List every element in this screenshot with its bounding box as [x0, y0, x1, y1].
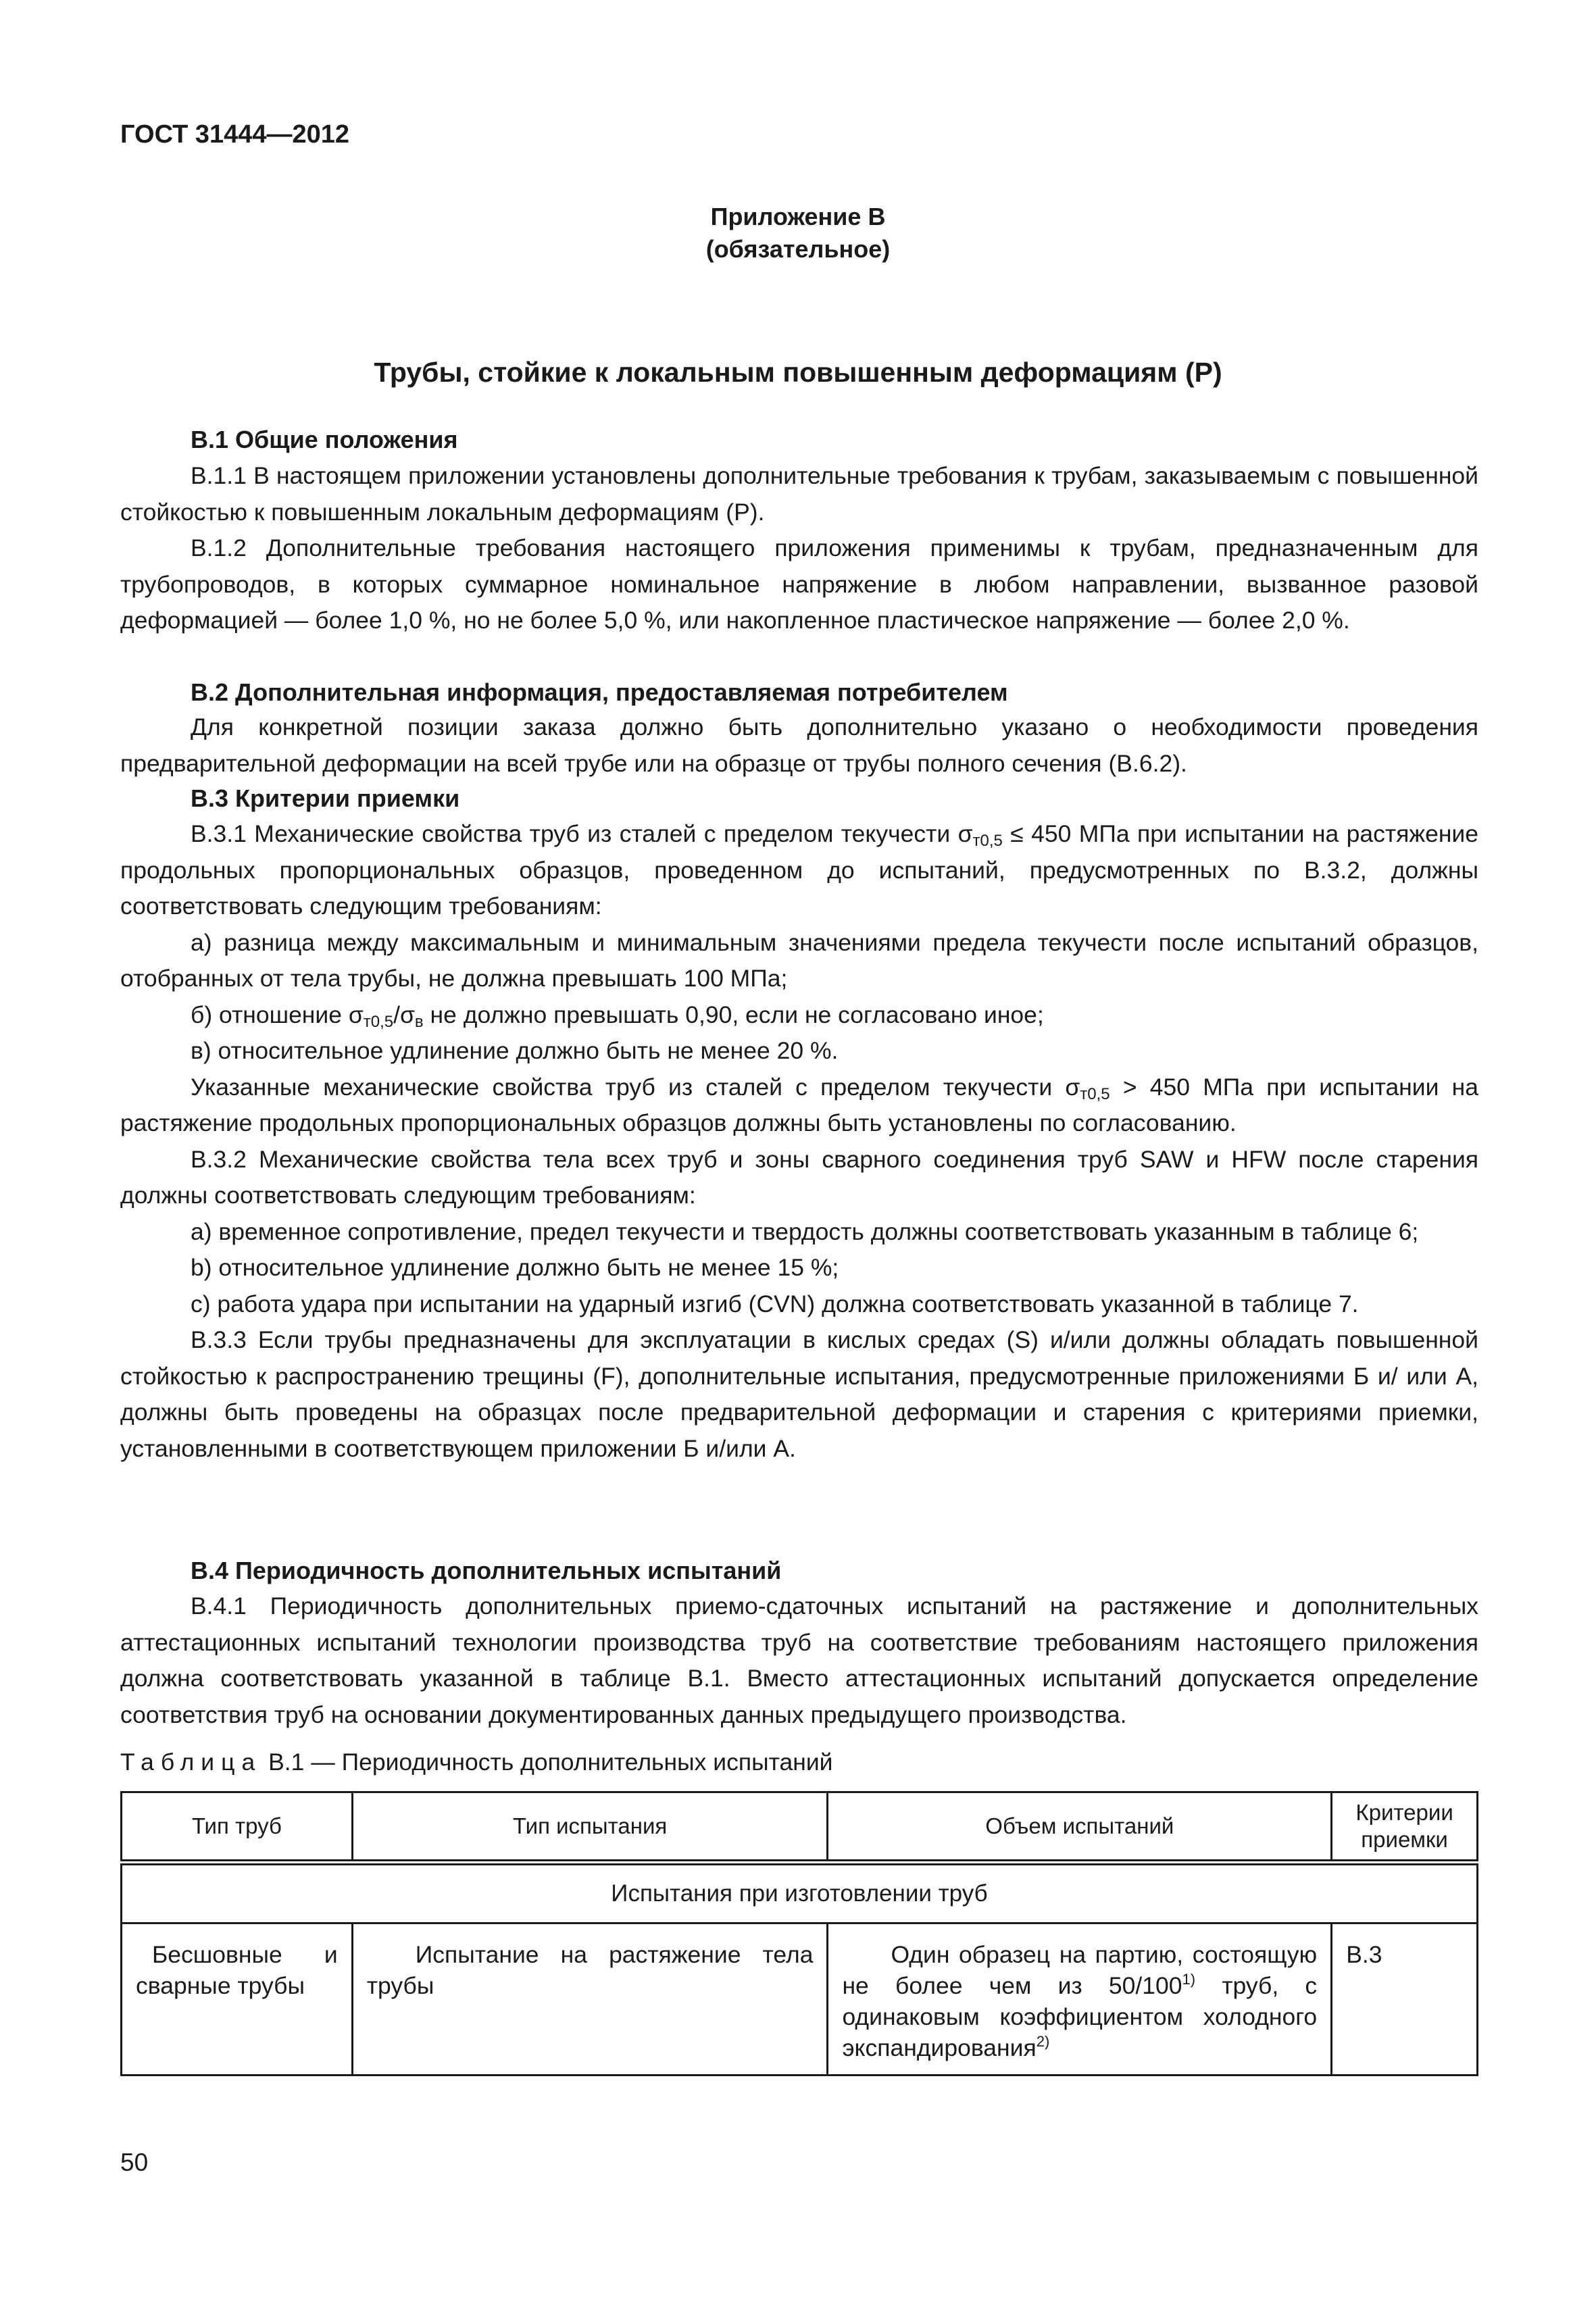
paragraph-b2-1: Для конкретной позиции заказа должно быть дополнительно указано о необходимости проведения предварительной деформации на всей трубе или на образце от трубы полного сечения (В.6.2). — [120, 713, 1478, 777]
list-item-b3-a: а) разница между максимальным и минимальным значениями предела текучести после испытаний образцов, отобранных от тела трубы, не должна превышать 100 МПа; — [120, 928, 1478, 992]
table-b1 — [120, 1791, 1478, 2076]
list-item-b3-2a: а) временное сопротивление, предел текучести и твердость должны соответствовать указанным в таблице 6; — [191, 1217, 1419, 1245]
paragraph-b3-1: В.3.1 Механические свойства труб из сталей с пределом текучести $\sigma_{т0,5} \le 450$ МПа при испытании на растяжение продольных пропорциональных образцов, проведенном до испытаний, предусмотренных по В.3.2, должны соответствовать следующим требованиям: — [120, 820, 1478, 920]
section-b3-body — [120, 816, 1478, 1467]
table-caption: Таблица В.1 — Периодичность дополнительных испытаний — [120, 1749, 833, 1776]
appendix-title: Приложение В — [710, 203, 886, 230]
cell-test-volume: Один образец на партию, состоящую не более чем из 50/100$^{1)}$ труб, с одинаковым коэффициентом холодного экспандирования$^{2)}$ — [828, 1923, 1332, 2076]
table-row — [122, 1923, 1478, 2076]
column-header: Тип испытания — [352, 1792, 828, 1863]
section-b4-body — [120, 1588, 1478, 1733]
paragraph-b3-2: Указанные механические свойства труб из сталей с пределом текучести $\sigma_{т0,5} > 450$ МПа при испытании на растяжение продольных пропорциональных образцов должны быть установлены по согласованию. — [120, 1073, 1479, 1136]
paragraph-b3-3: В.3.2 Механические свойства тела всех труб и зоны сварного соединения труб SAW и HFW после старения должны соответствовать следующим требованиям: — [120, 1145, 1478, 1209]
document-title: Трубы, стойкие к локальным повышенным деформациям (Р) — [374, 357, 1222, 388]
list-item-b3-2b: b) относительное удлинение должно быть не менее 15 %; — [191, 1254, 839, 1281]
table-header-row — [122, 1792, 1478, 1863]
column-header: Объем испытаний — [828, 1792, 1332, 1863]
standard-header: ГОСТ 31444—2012 — [120, 120, 350, 149]
paragraph-b3-4: В.3.3 Если трубы предназначены для эксплуатации в кислых средах (S) и/или должны обладать повышенной стойкостью к распространению трещины (F), дополнительные испытания, предусмотренные приложениями Б и/ или А, должны быть проведены на образцах после предварительной деформации и старения с критериями приемки, установленными в соответствующем приложении Б и/или А. — [120, 1326, 1478, 1462]
section-b1-heading: В.1 Общие положения — [191, 426, 458, 453]
column-header: Критерии приемки — [1332, 1792, 1478, 1863]
paragraph-b1-1: В.1.1 В настоящем приложении установлены дополнительные требования к трубам, заказываемым с повышенной стойкостью к повышенным локальным деформациям (Р). — [120, 462, 1478, 526]
section-b4-heading: В.4 Периодичность дополнительных испытаний — [191, 1557, 782, 1584]
cell-pipe-type: Бесшовные и сварные трубы — [122, 1923, 353, 2076]
column-header: Тип труб — [122, 1792, 353, 1863]
cell-test-type: Испытание на растяжение тела трубы — [352, 1923, 828, 2076]
page-number: 50 — [120, 2148, 149, 2176]
cell-criteria: В.3 — [1332, 1923, 1478, 2076]
section-b2-body — [120, 709, 1478, 782]
table-group-row — [122, 1863, 1478, 1923]
table-group-label: Испытания при изготовлении труб — [122, 1863, 1478, 1923]
list-item-b3-b: б) отношение $\sigma_{т0,5}/\sigma_в$ не должно превышать 0,90, если не согласовано иное; — [191, 1001, 1044, 1031]
list-item-b3-c: в) относительное удлинение должно быть не менее 20 %. — [191, 1037, 839, 1064]
paragraph-b4-1: В.4.1 Периодичность дополнительных приемо-сдаточных испытаний на растяжение и дополнительных аттестационных испытаний технологии производства труб на соответствие требованиям настоящего приложения должна соответствовать указанной в таблице В.1. Вместо аттестационных испытаний допускается определение соответствия труб на основании документированных данных предыдущего производства. — [120, 1592, 1478, 1728]
appendix-status: (обязательное) — [705, 235, 891, 263]
section-b2-heading: В.2 Дополнительная информация, предоставляемая потребителем — [191, 678, 1008, 706]
list-item-b3-2c: с) работа удара при испытании на ударный изгиб (CVN) должна соответствовать указанной в таблице 7. — [191, 1290, 1359, 1317]
section-b1-body — [120, 458, 1478, 639]
section-b3-heading: В.3 Критерии приемки — [191, 784, 460, 812]
paragraph-b1-2: В.1.2 Дополнительные требования настоящего приложения применимы к трубам, предназначенным для трубопроводов, в которых суммарное номинальное напряжение в любом направлении, вызванное разовой деформацией — более 1,0 %, но не более 5,0 %, или накопленное пластическое напряжение — более 2,0 %. — [120, 534, 1478, 634]
